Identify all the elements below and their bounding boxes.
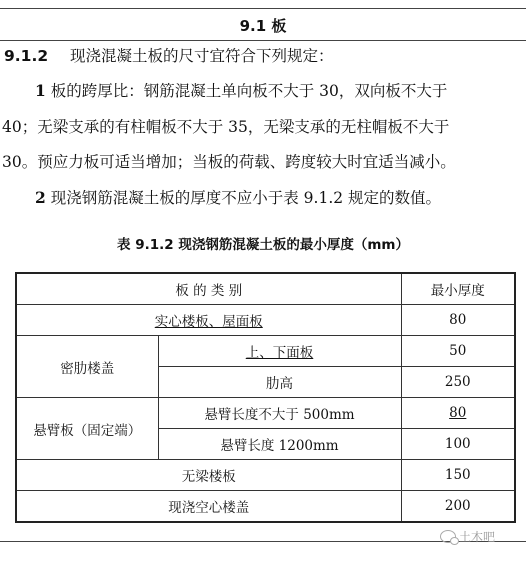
clause-lead-line <box>4 46 524 66</box>
row-label-face-plate: 上、下面板 <box>158 336 401 367</box>
table-row <box>16 305 515 336</box>
row-value-flat-slab: 150 <box>401 460 515 491</box>
table-row <box>16 460 515 491</box>
row-value-rib-height: 250 <box>401 367 515 398</box>
row-value-hollow-floor: 200 <box>401 491 515 523</box>
row-value-solid: 80 <box>401 305 515 336</box>
top-rule <box>0 8 526 9</box>
row-label-cantilever-500: 悬臂长度不大于 500mm <box>158 398 401 429</box>
item2-line <box>35 188 526 208</box>
item1-line2: 40；无梁支承的有柱帽板不大于 35，无梁支承的无柱帽板不大于 <box>2 118 450 136</box>
item1-text-1: 板的跨厚比：钢筋混凝土单向板不大于 30，双向板不大于 <box>50 82 448 100</box>
clause-number: 9.1.2 <box>4 47 49 65</box>
group-label-cantilever: 悬臂板（固定端） <box>16 398 158 460</box>
section-title: 9.1 板 <box>239 17 287 35</box>
watermark-text: 土木吧 <box>459 530 496 544</box>
clause-lead: 现浇混凝土板的尺寸宜符合下列规定： <box>70 47 334 65</box>
table-caption: 表 9.1.2 现浇钢筋混凝土板的最小厚度（mm） <box>117 237 409 253</box>
row-label-rib-height: 肋高 <box>158 367 401 398</box>
row-value-cantilever-1200: 100 <box>401 429 515 460</box>
item1-line3: 30。预应力板可适当增加；当板的荷载、跨度较大时宜适当减小。 <box>2 153 456 171</box>
row-value-cantilever-500: 80 <box>401 398 515 429</box>
item2-number: 2 <box>35 188 46 207</box>
row-label-hollow-floor: 现浇空心楼盖 <box>16 491 401 523</box>
table-row <box>16 336 515 367</box>
item2-text: 现浇钢筋混凝土板的厚度不应小于表 9.1.2 规定的数值。 <box>50 189 442 207</box>
header-type: 板 的 类 别 <box>16 273 401 305</box>
row-label-solid: 实心楼板、屋面板 <box>16 305 401 336</box>
header-min-thickness: 最小厚度 <box>401 273 515 305</box>
table-row <box>16 398 515 429</box>
row-label-cantilever-1200: 悬臂长度 1200mm <box>158 429 401 460</box>
item1-number: 1 <box>35 81 46 100</box>
section-rule <box>0 40 526 41</box>
table-header-row <box>16 273 515 305</box>
row-value-face-plate: 50 <box>401 336 515 367</box>
min-thickness-table <box>15 272 516 523</box>
row-label-flat-slab: 无梁楼板 <box>16 460 401 491</box>
wechat-icon <box>440 530 456 543</box>
item1-line1 <box>35 81 526 101</box>
watermark <box>440 528 495 545</box>
group-label-ribbed: 密肋楼盖 <box>16 336 158 398</box>
table-row <box>16 491 515 523</box>
